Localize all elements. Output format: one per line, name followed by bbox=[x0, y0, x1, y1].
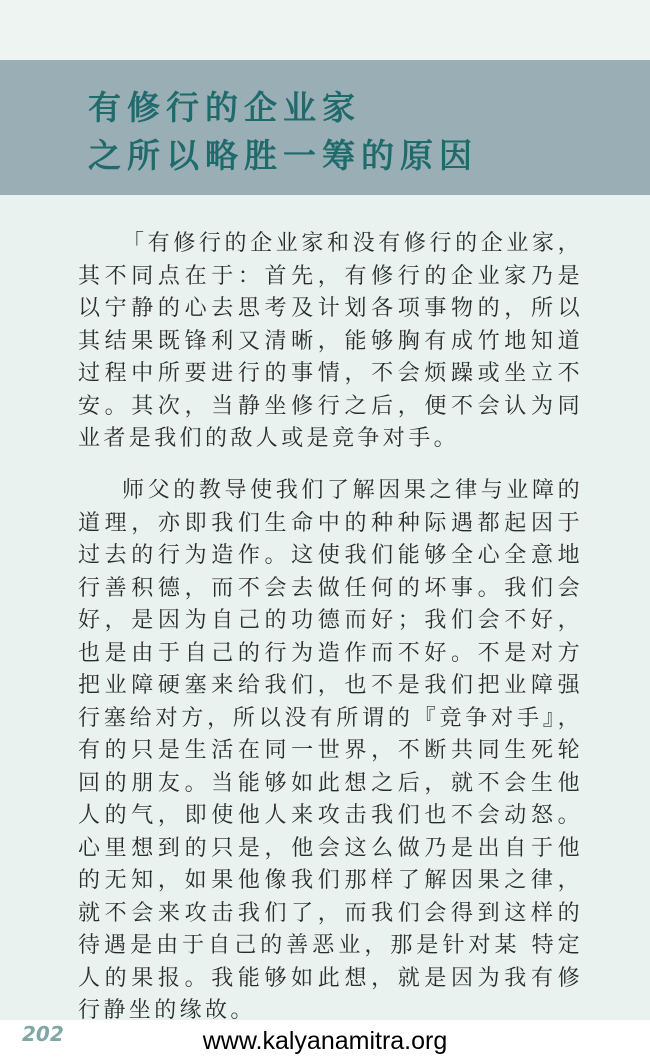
page-number: 202 bbox=[22, 1022, 64, 1046]
chapter-title-line-2: 之所以略胜一筹的原因 bbox=[88, 136, 478, 175]
footer-url: www.kalyanamitra.org bbox=[202, 1027, 448, 1055]
paragraph-1: 「有修行的企业家和没有修行的企业家，其不同点在于：首先，有修行的企业家乃是以宁静的心去思考及计划各项事物的，所以其结果既锋利又清晰，能够胸有成竹地知道过程中所要进行的事情，不会烦躁或坐立不安。其次，当静坐修行之后，便不会认为同业者是我们的敌人或是竞争对手。 bbox=[78, 231, 583, 451]
paragraph-2: 师父的教导使我们了解因果之律与业障的道理，亦即我们生命中的种种际遇都起因于过去的行为造作。这使我们能够全心全意地行善积德，而不会去做任何的坏事。我们会好，是因为自己的功德而好；我们会不好，也是由于自己的行为造作而不好。不是对方把业障硬塞来给我们，也不是我们把业障强行塞给对方，所以没有所谓的『竞争对手』，有的只是生活在同一世界，不断共同生死轮回的朋友。当能够如此想之后，就不会生他人的气，即使他人来攻击我们也不会动怒。心里想到的只是，他会这么做乃是出自于他的无知，如果他像我们那样了解因果之律，就不会来攻击我们了，而我们会得到这样的待遇是由于自己的善恶业，那是针对某 特定人的果报。我能够如此想，就是因为我有修行静坐的缘故。 bbox=[78, 478, 583, 1023]
top-margin bbox=[0, 0, 650, 60]
chapter-title-line-1: 有修行的企业家 bbox=[88, 88, 361, 127]
